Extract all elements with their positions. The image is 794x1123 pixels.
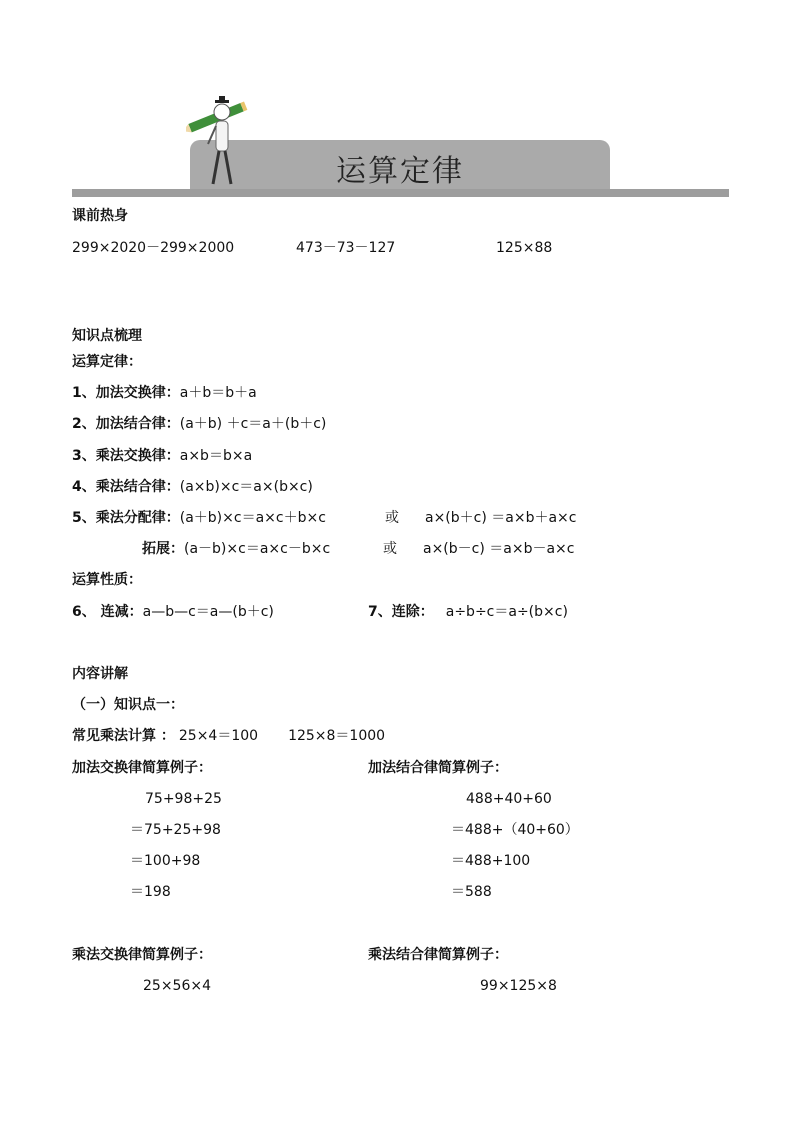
example-step: ＝488+（40+60） — [451, 822, 579, 838]
law-formula: a＋b＝b＋a — [179, 385, 257, 401]
example-title: 加法交换律简算例子： — [72, 760, 212, 776]
example-title: 乘法交换律简算例子： — [72, 947, 212, 963]
warmup-heading: 课前热身 — [72, 208, 128, 224]
law-formula: a×b＝b×a — [179, 448, 253, 464]
law-label: 2、加法结合律： — [72, 416, 180, 432]
common-fact-1: 25×4＝100 — [178, 728, 259, 744]
example-step: ＝75+25+98 — [130, 822, 221, 838]
common-label: 常见乘法计算 ： — [72, 728, 175, 744]
law-item — [72, 414, 326, 434]
example-step: ＝488+100 — [451, 853, 531, 869]
common-multiplication — [72, 726, 385, 746]
example-step: 488+40+60 — [466, 791, 552, 807]
law-formula: (a×b)×c＝a×(b×c) — [179, 479, 313, 495]
laws-heading: 运算定律： — [72, 354, 142, 370]
law-label: 3、乘法交换律： — [72, 448, 180, 464]
warmup-problem-3: 125×88 — [496, 240, 553, 256]
law-label: 4、乘法结合律： — [72, 479, 180, 495]
warmup-problem-2: 473－73－127 — [296, 240, 396, 256]
law-item — [72, 383, 257, 403]
page-title: 运算定律 — [336, 154, 464, 189]
example-step: ＝198 — [130, 884, 171, 900]
distributive-or: 或 — [385, 510, 399, 526]
law-label: 拓展： — [142, 541, 184, 557]
example-step: ＝588 — [451, 884, 492, 900]
law-item — [72, 477, 313, 497]
property-label: 7、连除： — [368, 604, 434, 620]
section-1-heading: （一）知识点一： — [72, 697, 184, 713]
distributive-alt: a×(b＋c) ＝a×b＋a×c — [425, 510, 577, 526]
property-7 — [368, 602, 568, 622]
law-formula: (a＋b) ＋c＝a＋(b＋c) — [179, 416, 327, 432]
example-step: ＝100+98 — [130, 853, 201, 869]
law-label: 1、加法交换律： — [72, 385, 180, 401]
properties-heading: 运算性质： — [72, 572, 142, 588]
law-formula: (a＋b)×c＝a×c＋b×c — [179, 510, 326, 526]
extension-or: 或 — [383, 541, 397, 557]
property-label: 6、 连减： — [72, 604, 143, 620]
warmup-problem-1: 299×2020－299×2000 — [72, 240, 235, 256]
extension-alt: a×(b－c) ＝a×b－a×c — [423, 541, 575, 557]
header-rule — [72, 189, 729, 197]
example-title: 乘法结合律简算例子： — [368, 947, 508, 963]
property-6 — [72, 602, 274, 622]
pencil-mascot-icon — [186, 92, 252, 190]
law-formula: (a－b)×c＝a×c－b×c — [184, 541, 331, 557]
example-step: 25×56×4 — [143, 978, 211, 994]
example-title: 加法结合律简算例子： — [368, 760, 508, 776]
property-formula: a÷b÷c＝a÷(b×c) — [445, 604, 568, 620]
law-item — [72, 446, 252, 466]
example-step: 75+98+25 — [145, 791, 222, 807]
law-label: 5、乘法分配律： — [72, 510, 180, 526]
extension-law — [142, 539, 330, 559]
property-formula: a—b—c＝a—(b＋c) — [142, 604, 274, 620]
example-step: 99×125×8 — [480, 978, 557, 994]
review-heading: 知识点梳理 — [72, 328, 142, 344]
distributive-law — [72, 508, 326, 528]
common-fact-2: 125×8＝1000 — [288, 728, 386, 744]
content-heading: 内容讲解 — [72, 666, 128, 682]
